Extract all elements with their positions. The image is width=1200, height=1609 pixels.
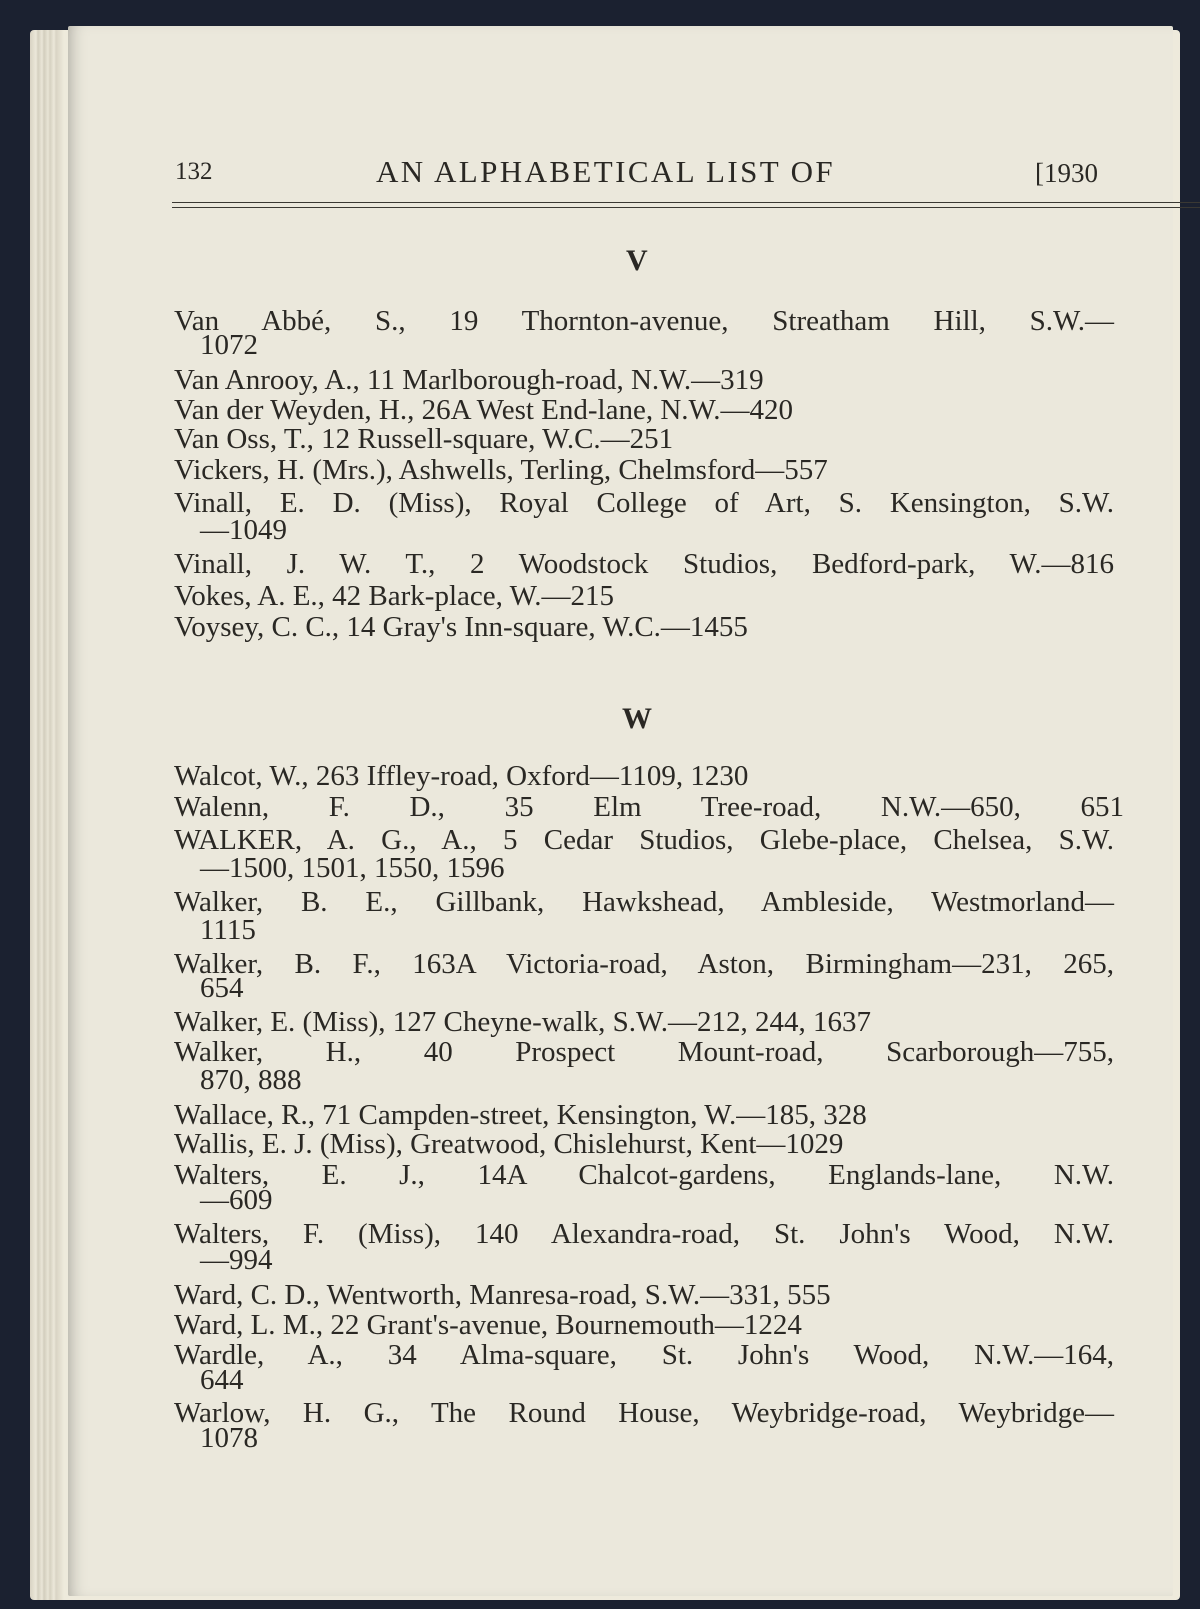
entry-line: Wallis, E. J. (Miss), Greatwood, Chislehurst, Kent—1029 — [174, 1128, 844, 1160]
entry-continuation: 1115 — [200, 914, 256, 946]
section-letter-v: V — [626, 244, 648, 277]
entry-line: Van der Weyden, H., 26A West End-lane, N.W.—420 — [174, 394, 793, 426]
entry-line: Warlow, H. G., The Round House, Weybridge-road, Weybridge— — [174, 1397, 1114, 1429]
entry-continuation: —609 — [200, 1184, 273, 1216]
entry-line: Ward, L. M., 22 Grant's-avenue, Bournemouth—1224 — [174, 1309, 802, 1341]
page-number: 132 — [175, 158, 213, 185]
entry-line: Vokes, A. E., 42 Bark-place, W.—215 — [174, 580, 615, 612]
entry-continuation: 644 — [200, 1364, 244, 1396]
entry-line: Walcot, W., 263 Iffley-road, Oxford—1109, 1230 — [174, 760, 749, 792]
entry-line: WALKER, A. G., A., 5 Cedar Studios, Glebe-place, Chelsea, S.W. — [174, 824, 1114, 856]
entry-continuation: —994 — [200, 1244, 273, 1276]
entry-line: Walters, E. J., 14A Chalcot-gardens, Englands-lane, N.W. — [174, 1159, 1114, 1191]
entry-line: Walker, B. F., 163A Victoria-road, Aston, Birmingham—231, 265, — [174, 948, 1114, 980]
entry-continuation: 1072 — [200, 329, 258, 361]
entry-line: Walker, E. (Miss), 127 Cheyne-walk, S.W.—212, 244, 1637 — [174, 1006, 871, 1038]
book-page — [68, 26, 1173, 1596]
entry-line: Vinall, E. D. (Miss), Royal College of Art, S. Kensington, S.W. — [174, 487, 1114, 519]
entry-line: Van Oss, T., 12 Russell-square, W.C.—251 — [174, 423, 674, 455]
entry-line: Walker, B. E., Gillbank, Hawkshead, Ambleside, Westmorland— — [174, 886, 1114, 918]
entry-line: Van Anrooy, A., 11 Marlborough-road, N.W.—319 — [174, 364, 764, 396]
entry-line: Walters, F. (Miss), 140 Alexandra-road, St. John's Wood, N.W. — [174, 1218, 1114, 1250]
entry-line: Wallace, R., 71 Campden-street, Kensington, W.—185, 328 — [174, 1099, 867, 1131]
entry-line: Walker, H., 40 Prospect Mount-road, Scarborough—755, — [174, 1036, 1114, 1068]
running-title: AN ALPHABETICAL LIST OF — [376, 154, 836, 189]
entry-line: Vinall, J. W. T., 2 Woodstock Studios, Bedford-park, W.—816 — [174, 548, 1114, 580]
header-rule-bottom — [172, 207, 1200, 208]
entry-line: Voysey, C. C., 14 Gray's Inn-square, W.C.—1455 — [174, 611, 748, 643]
entry-line: Vickers, H. (Mrs.), Ashwells, Terling, Chelmsford—557 — [174, 454, 828, 486]
header-rule-top — [172, 202, 1200, 203]
year-label: [1930 — [1035, 158, 1098, 188]
entry-continuation: —1500, 1501, 1550, 1596 — [200, 852, 505, 884]
entry-line: Ward, C. D., Wentworth, Manresa-road, S.W.—331, 555 — [174, 1279, 831, 1311]
entry-line: Walenn, F. D., 35 Elm Tree-road, N.W.—650, 651 — [174, 791, 1124, 823]
entry-continuation: 870, 888 — [200, 1064, 302, 1096]
entry-line: Van Abbé, S., 19 Thornton-avenue, Streatham Hill, S.W.— — [174, 305, 1114, 337]
page-text — [68, 26, 1173, 1596]
entry-line: Wardle, A., 34 Alma-square, St. John's Wood, N.W.—164, — [174, 1339, 1114, 1371]
section-letter-w: W — [622, 702, 652, 735]
entry-continuation: 1078 — [200, 1422, 258, 1454]
entry-continuation: —1049 — [200, 514, 287, 546]
entry-continuation: 654 — [200, 972, 244, 1004]
